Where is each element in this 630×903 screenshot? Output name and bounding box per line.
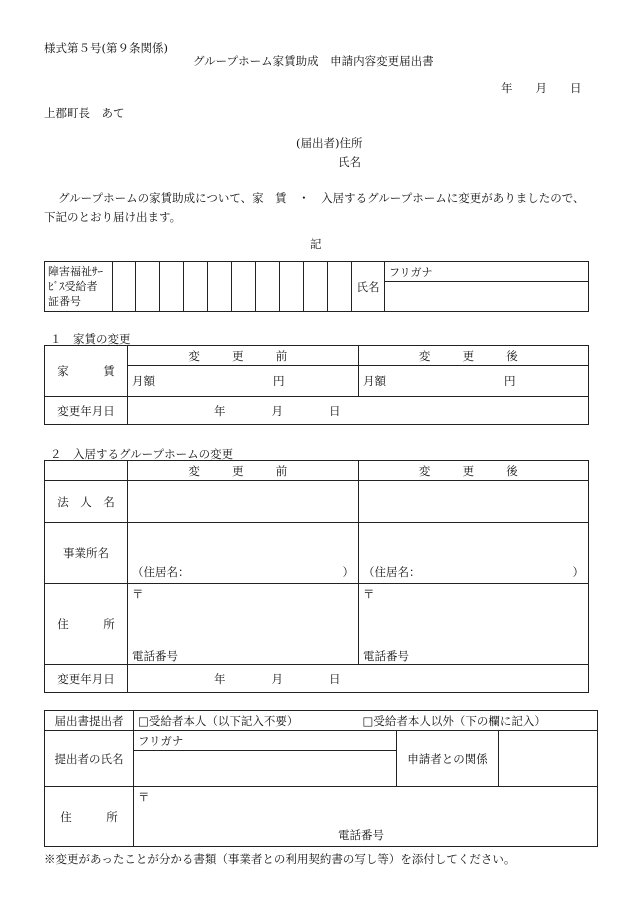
body-text-line-2: 下記のとおり届け出ます。 [44, 210, 182, 224]
furigana-label: フリガナ [389, 265, 433, 279]
postal-mark: 〒 [363, 587, 375, 601]
recipient-furigana-field[interactable] [385, 262, 589, 282]
corporation-after-field[interactable] [359, 481, 589, 523]
recipient-number-label [45, 262, 113, 312]
option-self-checkbox[interactable]: □受給者本人（以下記入不要） [138, 713, 299, 728]
applicant-address-label: (届出者)住所 [296, 136, 363, 150]
submitter-address-field[interactable] [134, 787, 598, 847]
residence-name-open: （住居名： [363, 565, 421, 579]
digit-box[interactable] [232, 262, 256, 312]
rent-after-field[interactable] [359, 366, 589, 397]
postal-mark: 〒 [138, 790, 150, 804]
submitter-label: 届出書提出者 [45, 711, 134, 731]
submitter-name-field[interactable] [134, 751, 397, 787]
rent-change-date-label: 変更年月日 [45, 397, 128, 425]
furigana-label: フリガナ [138, 733, 184, 748]
rent-change-date-field[interactable] [128, 397, 589, 425]
office-before-field[interactable] [128, 523, 359, 584]
yen-label: 円 [504, 374, 516, 388]
applicant-name-label: 氏名 [338, 155, 361, 169]
corporation-name-label: 法 人 名 [45, 481, 128, 523]
home-before-header: 変 更 前 [128, 461, 359, 481]
blank-header-cell [45, 461, 128, 481]
address-before-field[interactable] [128, 584, 359, 665]
digit-box[interactable] [184, 262, 208, 312]
submitter-furigana-field[interactable] [134, 731, 397, 751]
submitter-name-label: 提出者の氏名 [45, 731, 134, 787]
option-other-checkbox[interactable]: □受給者本人以外（下の欄に記入） [362, 713, 546, 728]
digit-box[interactable] [280, 262, 304, 312]
postal-mark: 〒 [132, 587, 144, 601]
home-change-date-field[interactable] [128, 665, 589, 693]
monthly-label: 月額 [363, 374, 386, 388]
relation-field[interactable] [499, 731, 598, 787]
monthly-label: 月額 [132, 374, 155, 388]
addressee: 上郡町長 あて [44, 106, 125, 120]
digit-box[interactable] [160, 262, 184, 312]
recipient-label-line-1: 障害福祉ｻｰ [48, 265, 103, 278]
phone-label: 電話番号 [132, 649, 178, 663]
rent-before-header: 変 更 前 [128, 346, 359, 366]
rent-after-header: 変 更 後 [359, 346, 589, 366]
document-title: グループホーム家賃助成 申請内容変更届出書 [193, 54, 434, 68]
relation-label: 申請者との関係 [397, 731, 499, 787]
recipient-label-line-2: ﾋﾞｽ受給者 [48, 280, 98, 293]
yen-label: 円 [273, 374, 285, 388]
office-name-label: 事業所名 [45, 523, 128, 584]
address-label: 住 所 [45, 584, 128, 665]
recipient-name-field[interactable] [385, 282, 589, 312]
rent-label: 家 賃 [45, 346, 128, 397]
form-number: 様式第５号(第９条関係) [44, 41, 168, 55]
submitter-table [44, 710, 598, 847]
group-home-change-table [44, 460, 589, 693]
date-value: 年 月 日 [214, 403, 341, 418]
residence-name-open: （住居名： [132, 565, 190, 579]
home-change-date-label: 変更年月日 [45, 665, 128, 693]
rent-change-table [44, 345, 589, 425]
office-after-field[interactable] [359, 523, 589, 584]
recipient-label-line-3: 証番号 [48, 295, 81, 308]
corporation-before-field[interactable] [128, 481, 359, 523]
digit-box[interactable] [208, 262, 232, 312]
footer-note: ※変更があったことが分かる書類（事業者との利用契約書の写し等）を添付してください。 [44, 852, 516, 866]
date-value: 年 月 日 [214, 671, 341, 686]
digit-box[interactable] [328, 262, 352, 312]
phone-label: 電話番号 [363, 649, 409, 663]
residence-name-close: ） [572, 565, 584, 579]
digit-box[interactable] [304, 262, 328, 312]
residence-name-close: ） [342, 565, 354, 579]
phone-label: 電話番号 [338, 828, 384, 842]
digit-box[interactable] [113, 262, 136, 312]
submission-date: 年 月 日 [501, 81, 582, 95]
recipient-table [44, 261, 589, 312]
digit-box[interactable] [256, 262, 280, 312]
body-text-line-1: グループホームの家賃助成について、家 賃 ・ 入居するグループホームに変更がありましたので、 [58, 191, 585, 205]
recipient-name-label: 氏名 [352, 262, 385, 312]
address-after-field[interactable] [359, 584, 589, 665]
home-after-header: 変 更 後 [359, 461, 589, 481]
section-2-heading: ２ 入居するグループホームの変更 [50, 447, 234, 461]
submitter-options [134, 711, 598, 731]
digit-box[interactable] [136, 262, 160, 312]
rent-before-field[interactable] [128, 366, 359, 397]
ki-heading: 記 [310, 237, 322, 251]
section-1-heading: １ 家賃の変更 [50, 332, 131, 346]
submitter-address-label: 住 所 [45, 787, 134, 847]
